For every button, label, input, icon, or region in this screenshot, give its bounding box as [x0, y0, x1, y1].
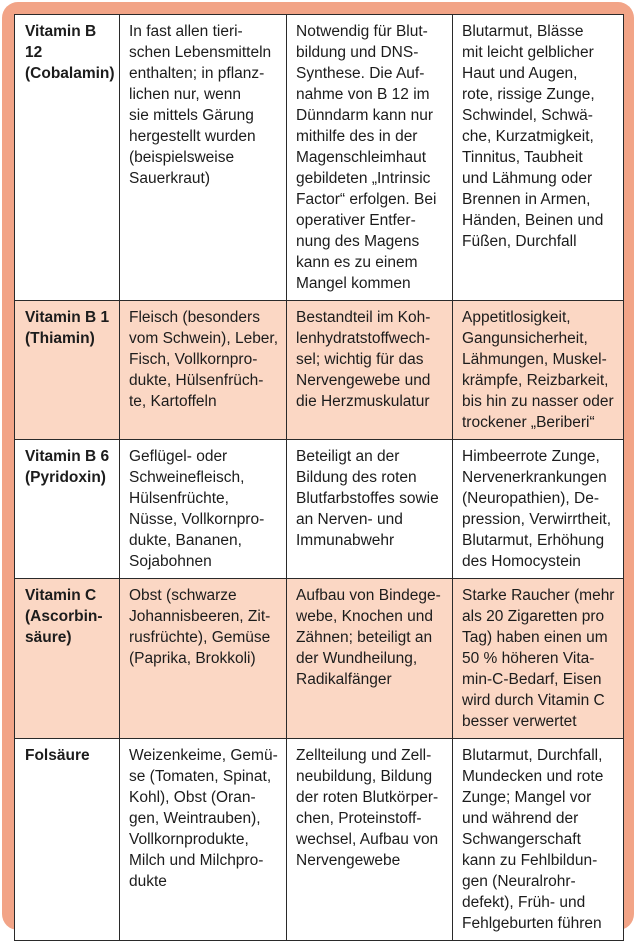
function-cell: Aufbau von Bindege- webe, Knochen und Zähnen; beteiligt an der Wundheilung, Radikalfänger — [287, 579, 453, 739]
function-cell: Bestandteil im Koh- lenhydratstoffwech- sel; wichtig für das Nervengewebe und die Herzmuskulatur — [287, 301, 453, 440]
vitamin-name-cell: Vitamin B 12 (Cobalamin) — [15, 15, 120, 301]
sources-cell: Geflügel- oder Schweinefleisch, Hülsenfrüchte, Nüsse, Vollkornpro- dukte, Bananen, Sojabohnen — [120, 440, 287, 579]
table-row — [15, 440, 624, 579]
deficiency-cell: Blutarmut, Durchfall, Mundecken und rote Zunge; Mangel vor und während der Schwangerschaft kann zu Fehlbildun- gen (Neuralrohr- defekt), Früh- und Fehlgeburten führen — [453, 739, 624, 941]
deficiency-cell: Himbeerrote Zunge, Nervenerkrankungen (Neuropathien), De- pression, Verwirrtheit, Blutarmut, Erhöhung des Homocystein — [453, 440, 624, 579]
deficiency-cell: Appetitlosigkeit, Gangunsicherheit, Lähmungen, Muskel- krämpfe, Reizbarkeit, bis hin zu nasser oder trockener „Beriberi“ — [453, 301, 624, 440]
vitamin-name-cell: Folsäure — [15, 739, 120, 941]
table-row — [15, 739, 624, 941]
vitamin-name-cell: Vitamin B 1 (Thiamin) — [15, 301, 120, 440]
sources-cell: Weizenkeime, Gemü- se (Tomaten, Spinat, Kohl), Obst (Oran- gen, Weintrauben), Vollkornprodukte, Milch und Milchpro- dukte — [120, 739, 287, 941]
deficiency-cell: Starke Raucher (mehr als 20 Zigaretten pro Tag) haben einen um 50 % höheren Vita- min-C-Bedarf, Eisen wird durch Vitamin C besser verwertet — [453, 579, 624, 739]
table-frame — [2, 2, 634, 930]
function-cell: Zellteilung und Zell- neubildung, Bildung der roten Blutkörper- chen, Proteinstoff- wechsel, Aufbau von Nervengewebe — [287, 739, 453, 941]
deficiency-cell: Blutarmut, Blässe mit leicht gelblicher Haut und Augen, rote, rissige Zunge, Schwindel, Schwä- che, Kurzatmigkeit, Tinnitus, Taubheit und Lähmung oder Brennen in Armen, Händen, Beinen und Füßen, Durchfall — [453, 15, 624, 301]
table-row — [15, 579, 624, 739]
table-row — [15, 301, 624, 440]
sources-cell: Obst (schwarze Johannisbeeren, Zit- rusfrüchte), Gemüse (Paprika, Brokkoli) — [120, 579, 287, 739]
sources-cell: In fast allen tieri- schen Lebensmitteln enthalten; in pflanz- lichen nur, wenn sie mittels Gärung hergestellt wurden (beispielsweise Sauerkraut) — [120, 15, 287, 301]
function-cell: Notwendig für Blut- bildung und DNS- Synthese. Die Auf- nahme von B 12 im Dünndarm kann nur mithilfe des in der Magenschleimhaut gebildeten „Intrinsic Factor“ erfolgen. Bei operativer Entfer- nung des Magens kann es zu einem Mangel kommen — [287, 15, 453, 301]
table-row — [15, 15, 624, 301]
vitamin-name-cell: Vitamin C (Ascorbin- säure) — [15, 579, 120, 739]
function-cell: Beteiligt an der Bildung des roten Blutfarbstoffes sowie an Nerven- und Immunabwehr — [287, 440, 453, 579]
vitamin-name-cell: Vitamin B 6 (Pyridoxin) — [15, 440, 120, 579]
sources-cell: Fleisch (besonders vom Schwein), Leber, Fisch, Vollkornpro- dukte, Hülsenfrüch- te, Kartoffeln — [120, 301, 287, 440]
vitamin-table — [14, 14, 624, 941]
